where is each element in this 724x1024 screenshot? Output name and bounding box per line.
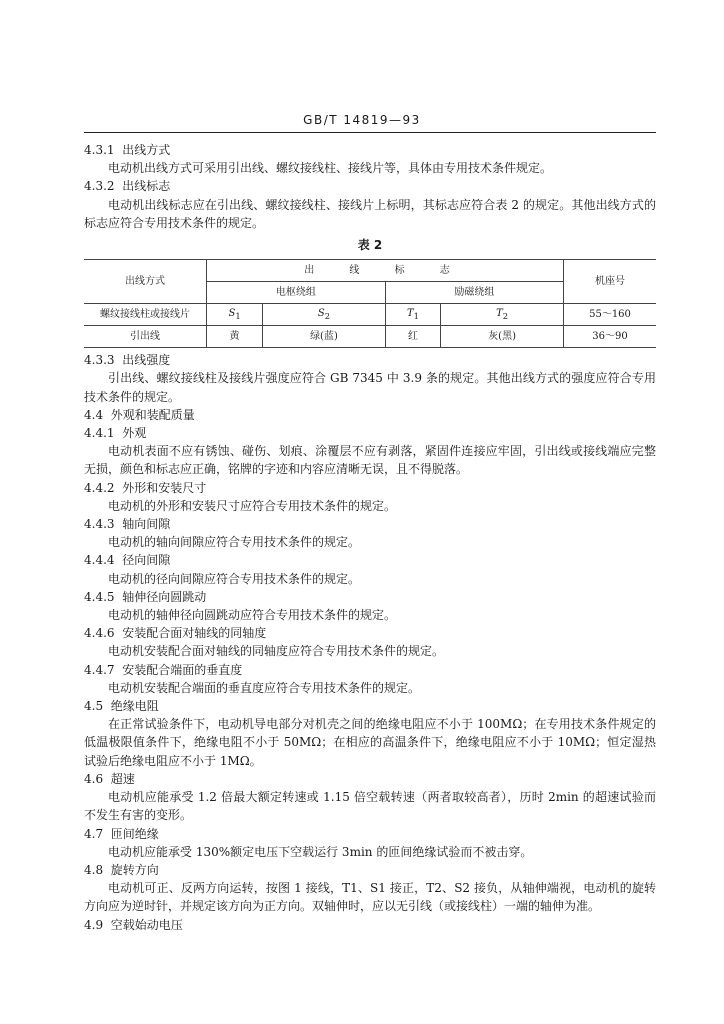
section-paragraph: 电动机出线方式可采用引出线、螺纹接线柱、接线片等，具体由专用技术条件规定。 bbox=[108, 161, 553, 176]
header-outlet-mode: 出线方式 bbox=[84, 260, 207, 304]
page-header-standard-number: GB/T 14819—93 bbox=[303, 113, 421, 127]
table-cell-a1: $S_1$ bbox=[207, 304, 263, 326]
section-heading bbox=[84, 916, 656, 934]
header-rule bbox=[84, 132, 656, 133]
section-number: 4.8 bbox=[84, 862, 104, 877]
table-cell-e1: $T_1$ bbox=[385, 304, 440, 326]
section-title: 超速 bbox=[110, 771, 135, 786]
section-heading bbox=[84, 861, 656, 879]
section-heading bbox=[84, 825, 656, 843]
header-frame-no: 机座号 bbox=[564, 260, 657, 304]
section-title: 旋转方向 bbox=[110, 862, 159, 877]
section-title: 轴向间隙 bbox=[122, 517, 171, 532]
section-heading bbox=[84, 406, 656, 424]
section-title: 轴伸径向圆跳动 bbox=[122, 589, 207, 604]
section-heading bbox=[84, 551, 656, 569]
table-header-row bbox=[84, 260, 656, 282]
section-number: 4.3.2 bbox=[84, 179, 115, 194]
header-excitation-winding: 励磁绕组 bbox=[385, 282, 563, 304]
section-number: 4.4.7 bbox=[84, 662, 115, 677]
section-paragraph: 电动机的径向间隙应符合专用技术条件的规定。 bbox=[108, 571, 361, 586]
section-heading bbox=[84, 351, 656, 369]
section-title: 出线标志 bbox=[122, 179, 171, 194]
section-number: 4.4.6 bbox=[84, 626, 115, 641]
section-title: 匝间绝缘 bbox=[110, 826, 159, 841]
table-title: 表 2 bbox=[357, 238, 383, 253]
section-paragraph: 在正常试验条件下，电动机导电部分对机壳之间的绝缘电阻应不小于 100MΩ；在专用技术条件规定的低温极限值条件下，绝缘电阻不小于 50MΩ；在相应的高温条件下，绝缘电阻应不小于 10MΩ；恒定湿热试验后绝缘电阻应不小于 1MΩ。 bbox=[84, 717, 656, 768]
section-title: 外形和安装尺寸 bbox=[122, 480, 207, 495]
section-paragraph: 电动机安装配合面对轴线的同轴度应符合专用技术条件的规定。 bbox=[108, 644, 445, 659]
section-paragraph: 电动机应能承受 130%额定电压下空载运行 3min 的匝间绝缘试验而不被击穿。 bbox=[108, 844, 533, 859]
table-cell-mode: 螺纹接线柱或接线片 bbox=[84, 304, 207, 326]
section-heading bbox=[84, 515, 656, 533]
section-title: 外观和装配质量 bbox=[110, 407, 195, 422]
section-title: 出线方式 bbox=[122, 143, 171, 157]
section-heading bbox=[84, 770, 656, 788]
section-number: 4.3.3 bbox=[84, 353, 115, 368]
section-heading bbox=[84, 424, 656, 442]
section-number: 4.4.5 bbox=[84, 589, 115, 604]
section-heading bbox=[84, 624, 656, 642]
section-paragraph: 电动机安装配合端面的垂直度应符合专用技术条件的规定。 bbox=[108, 680, 421, 695]
section-number: 4.4.1 bbox=[84, 426, 115, 441]
section-heading bbox=[84, 479, 656, 497]
section-number: 4.4.4 bbox=[84, 553, 115, 568]
section-number: 4.4.2 bbox=[84, 480, 115, 495]
section-heading bbox=[84, 141, 656, 159]
section-title: 绝缘电阻 bbox=[110, 699, 159, 714]
section-title: 空载始动电压 bbox=[110, 917, 183, 932]
section-number: 4.6 bbox=[84, 771, 104, 786]
sections-top bbox=[84, 141, 656, 232]
section-heading bbox=[84, 661, 656, 679]
section-paragraph: 电动机的外形和安装尺寸应符合专用技术条件的规定。 bbox=[108, 498, 397, 513]
section-number: 4.9 bbox=[84, 917, 104, 932]
section-title: 出线强度 bbox=[122, 353, 171, 368]
section-heading bbox=[84, 697, 656, 715]
section-number: 4.5 bbox=[84, 699, 104, 714]
section-number: 4.4 bbox=[84, 407, 104, 422]
table-row bbox=[84, 326, 656, 348]
header-outlet-mark: 出 线 标 志 bbox=[207, 260, 564, 282]
section-paragraph: 电动机的轴向间隙应符合专用技术条件的规定。 bbox=[108, 535, 361, 550]
section-paragraph: 电动机表面不应有锈蚀、碰伤、划痕、涂覆层不应有剥落，紧固件连接应牢固，引出线或接线端应完整无损，颜色和标志应正确，铭牌的字迹和内容应清晰无误，且不得脱落。 bbox=[84, 444, 656, 477]
section-heading bbox=[84, 177, 656, 195]
table-cell-e2: 灰(黑) bbox=[441, 326, 564, 348]
table-cell-frame: 55～160 bbox=[564, 304, 657, 326]
table-cell-e2: $T_2$ bbox=[441, 304, 564, 326]
section-heading bbox=[84, 588, 656, 606]
outlet-marking-table bbox=[84, 259, 656, 348]
section-title: 径向间隙 bbox=[122, 553, 171, 568]
section-title: 安装配合面对轴线的同轴度 bbox=[122, 626, 267, 641]
table-body bbox=[84, 304, 656, 348]
section-paragraph: 电动机应能承受 1.2 倍最大额定转速或 1.15 倍空载转速（两者取较高者），历时 2min 的超速试验而不发生有害的变形。 bbox=[84, 790, 656, 823]
table-cell-frame: 36～90 bbox=[564, 326, 657, 348]
section-number: 4.3.1 bbox=[84, 143, 115, 157]
section-number: 4.7 bbox=[84, 826, 104, 841]
section-title: 安装配合端面的垂直度 bbox=[122, 662, 243, 677]
table-row bbox=[84, 304, 656, 326]
table-cell-e1: 红 bbox=[385, 326, 440, 348]
section-paragraph: 引出线、螺纹接线柱及接线片强度应符合 GB 7345 中 3.9 条的规定。其他出线方式的强度应符合专用技术条件的规定。 bbox=[84, 371, 656, 404]
table-cell-a2: $S_2$ bbox=[263, 304, 386, 326]
section-number: 4.4.3 bbox=[84, 517, 115, 532]
section-paragraph: 电动机可正、反两方向运转，按图 1 接线，T1、S1 接正，T2、S2 接负，从轴伸端视，电动机的旋转方向应为逆时针，并规定该方向为正方向。双轴伸时，应以无引线（或接线柱）一端的轴伸为准。 bbox=[84, 881, 656, 914]
table-cell-a1: 黄 bbox=[207, 326, 263, 348]
section-title: 外观 bbox=[122, 426, 147, 441]
section-paragraph: 电动机的轴伸径向圆跳动应符合专用技术条件的规定。 bbox=[108, 608, 397, 623]
table-cell-a2: 绿(蓝) bbox=[263, 326, 386, 348]
header-armature-winding: 电枢绕组 bbox=[207, 282, 386, 304]
document-body bbox=[84, 141, 656, 934]
sections-bottom bbox=[84, 351, 656, 934]
section-paragraph: 电动机出线标志应在引出线、螺纹接线柱、接线片上标明，其标志应符合表 2 的规定。其他出线方式的标志应符合专用技术条件的规定。 bbox=[84, 197, 656, 230]
table-cell-mode: 引出线 bbox=[84, 326, 207, 348]
